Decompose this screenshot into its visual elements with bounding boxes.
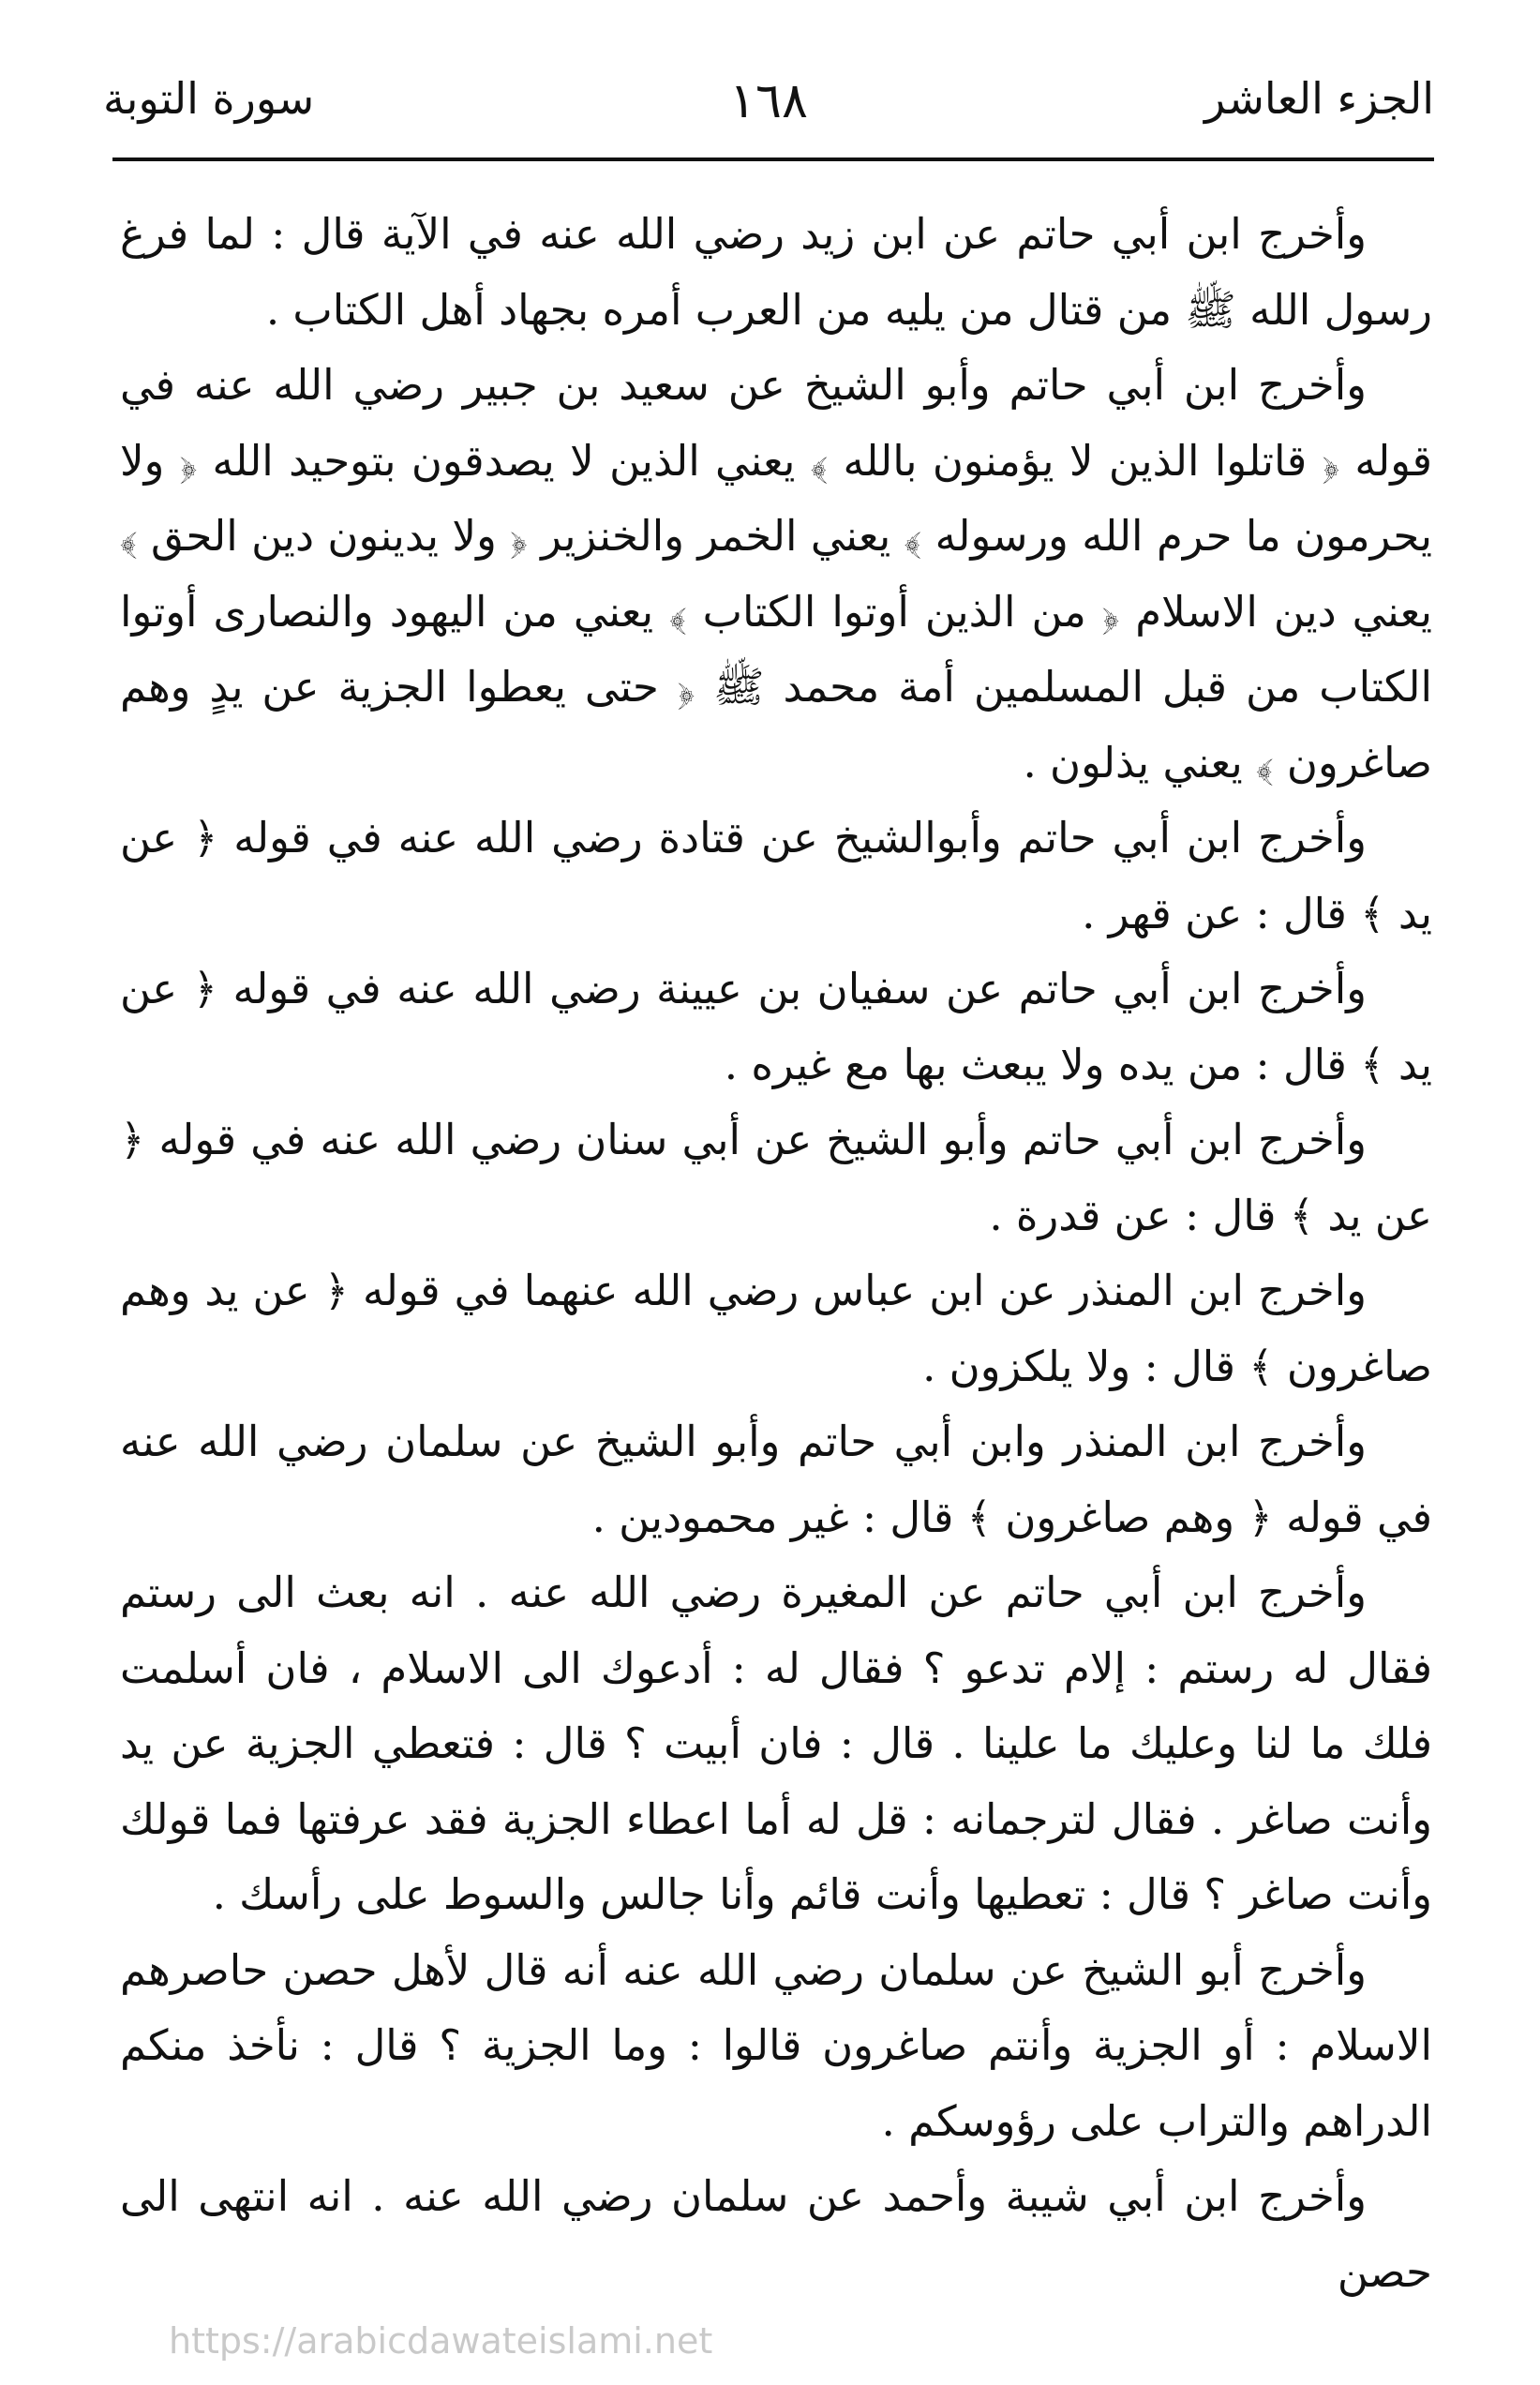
paragraph: وأخرج ابن أبي حاتم عن سفيان بن عيينة رضي الله عنه في قوله ﴿ عن يد ﴾ قال : من يده ولا يبعث بها مع غيره . [120, 964, 1432, 1089]
page-number: ١٦٨ [729, 73, 808, 129]
paragraph: وأخرج ابن أبي شيبة وأحمد عن سلمان رضي الله عنه . انه انتهى الى حصن [120, 2171, 1432, 2297]
paragraph: وأخرج أبو الشيخ عن سلمان رضي الله عنه أنه قال لأهل حصن حاصرهم الاسلام : أو الجزية وأنتم صاغرون قالوا : وما الجزية ؟ قال : نأخذ منكم الدراهم والتراب على رؤوسكم . [120, 1944, 1432, 2146]
paragraph: واخرج ابن المنذر عن ابن عباس رضي الله عنهما في قوله ﴿ عن يد وهم صاغرون ﴾ قال : ولا يلكزون . [120, 1266, 1432, 1391]
paragraph: وأخرج ابن المنذر وابن أبي حاتم وأبو الشيخ عن سلمان رضي الله عنه في قوله ﴿ وهم صاغرون ﴾ قال : غير محمودين . [120, 1417, 1432, 1542]
watermark: https://arabicdawateislami.net [169, 2320, 713, 2362]
paragraph: وأخرج ابن أبي حاتم وأبو الشيخ عن أبي سنان رضي الله عنه في قوله ﴿ عن يد ﴾ قال : عن قدرة . [120, 1115, 1432, 1240]
paragraph: وأخرج ابن أبي حاتم عن المغيرة رضي الله عنه . انه بعث الى رستم فقال له رستم : إلام تدعو ؟ فقال له : أدعوك الى الاسلام ، فان أسلمت فلك ما لنا وعليك ما علينا . قال : فان أبيت ؟ قال : فتعطي الجزية عن يد وأنت صاغر . فقال لترجمانه : قل له أما اعطاء الجزية فقد عرفتها فما قولك وأنت صاغر ؟ قال : تعطيها وأنت قائم وأنا جالس والسوط على رأسك . [120, 1568, 1432, 1919]
paragraph: وأخرج ابن أبي حاتم وأبو الشيخ عن سعيد بن جبير رضي الله عنه في قوله ﴿ قاتلوا الذين لا يؤمنون بالله ﴾ يعني الذين لا يصدقون بتوحيد الله ﴿ ولا يحرمون ما حرم الله ورسوله ﴾ يعني الخمر والخنزير ﴿ ولا يدينون دين الحق ﴾ يعني دين الاسلام ﴿ من الذين أوتوا الكتاب ﴾ يعني من اليهود والنصارى أوتوا الكتاب من قبل المسلمين أمة محمد ﷺ ﴿ حتى يعطوا الجزية عن يدٍ وهم صاغرون ﴾ يعني يذلون . [120, 360, 1432, 788]
part-title: الجزء العاشر [1204, 73, 1434, 124]
paragraph: وأخرج ابن أبي حاتم وأبوالشيخ عن قتادة رضي الله عنه في قوله ﴿ عن يد ﴾ قال : عن قهر . [120, 813, 1432, 938]
surah-title: سورة التوبة [103, 73, 315, 124]
paragraph: وأخرج ابن أبي حاتم عن ابن زيد رضي الله عنه في الآية قال : لما فرغ رسول الله ﷺ من قتال من يليه من العرب أمره بجهاد أهل الكتاب . [120, 209, 1432, 335]
page-header [103, 54, 1434, 148]
header-rule [112, 158, 1434, 161]
page-body [120, 197, 1432, 2306]
